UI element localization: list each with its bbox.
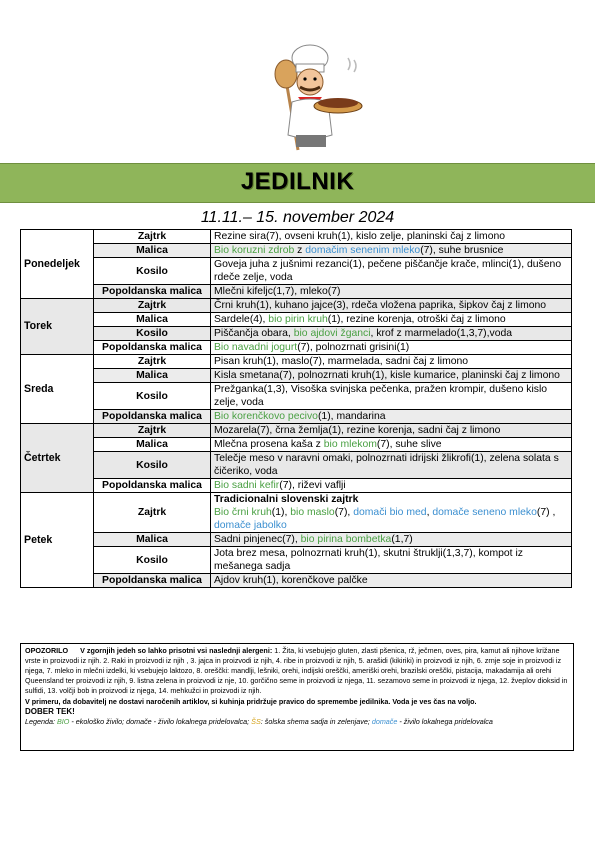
menu-row: [21, 383, 572, 410]
domace-item: domače jabolko: [214, 520, 287, 531]
bio-item: Bio navadni jogurt: [214, 342, 298, 353]
dish-text: [211, 299, 572, 313]
day-name: Petek: [21, 493, 94, 588]
meal-label: Popoldanska malica: [94, 341, 211, 355]
warning-label: OPOZORILO: [25, 646, 69, 655]
dish-segment: Črni kruh(1), kuhano jajce(3), rdeča vložena paprika, šipkov čaj z limono: [214, 300, 547, 311]
meal-label: Kosilo: [94, 383, 211, 410]
menu-table: [20, 229, 572, 588]
dish-segment: ,: [426, 507, 433, 518]
legend: [25, 717, 569, 727]
meal-label: Zajtrk: [94, 299, 211, 313]
bio-item: Bio črni kruh: [214, 507, 272, 518]
dish-text: [211, 383, 572, 410]
menu-row: [21, 410, 572, 424]
bio-item: bio maslo: [290, 507, 335, 518]
dish-segment: (7), suhe slive: [376, 439, 442, 450]
domace-item: domačim senenim mleko: [305, 245, 421, 256]
chef-illustration: [252, 40, 370, 152]
bio-item: bio ajdovi žganci: [293, 328, 371, 339]
dish-text: [211, 327, 572, 341]
notes-box: [20, 643, 574, 751]
menu-row: [21, 533, 572, 547]
bio-item: Bio koruzni zdrob: [214, 245, 295, 256]
meal-label: Zajtrk: [94, 493, 211, 533]
menu-row: [21, 341, 572, 355]
bio-item: bio pirina bombetka: [300, 534, 392, 545]
meal-label: Popoldanska malica: [94, 410, 211, 424]
disclaimer: [25, 697, 569, 707]
meal-label: Popoldanska malica: [94, 285, 211, 299]
dish-text: [211, 547, 572, 574]
dish-text: [211, 410, 572, 424]
dish-text: [211, 230, 572, 244]
dish-segment: Kisla smetana(7), polnozrnati kruh(1), kisle kumarice, planinski čaj z limono: [214, 370, 560, 381]
allergen-note: [25, 646, 569, 696]
dish-segment: (7), suhe brusnice: [420, 245, 504, 256]
domace-item: domači bio med: [353, 507, 427, 518]
dish-text: [211, 452, 572, 479]
dish-segment: Prežganka(1,3), Visoška svinjska pečenka, pražen krompir, dušeno kislo zelje, voda: [214, 384, 548, 408]
legend-bio: BIO: [56, 717, 70, 726]
disclaimer-text: V primeru, da dobavitelj ne dostavi naročenih artiklov, si kuhinja pridržuje pravico do spremembe jedilnika. Voda je ves čas na voljo.: [25, 697, 477, 706]
dish-segment: (7), polnozrnati grisini(1): [297, 342, 410, 353]
menu-row: [21, 438, 572, 452]
dish-heading: Tradicionalni slovenski zajtrk: [214, 494, 359, 505]
meal-label: Popoldanska malica: [94, 479, 211, 493]
meal-label: Malica: [94, 244, 211, 258]
dish-segment: , krof z marmelado(1,3,7),voda: [370, 328, 513, 339]
date-range: 11.11.– 15. november 2024: [200, 209, 395, 226]
dish-text: [211, 574, 572, 588]
allergen-list: 1. Žita, ki vsebujejo gluten, zlasti pšenica, rž, ječmen, oves, pira, kamut ali njihove križane vrste in proizvodi iz njih. 2. Raki in proizvodi iz njih , 3. jajca in proizvodi iz njih, 4. ribe in proizvodi iz njih, 5. arašidi (kikiriki) in proizvodi iz njih, 6. zrnje soje in proizvodi iz njega, 7. mleko in mlečni izdelki, ki vsebujejo laktozo, 8. oreščki: mandlji, lešniki, orehi, indijski oreščki, ameriški orehi, brazilski oreščki, pistacija, makadamija ali orehi Queensland ter proizvodi iz njih, 9. listna zelena in proizvodi iz nje, 10. gorčično seme in proizvodi iz njega, 11. sezamovo seme in proizvodi iz njega, 12. žveplov dioksid in sulfidi, 13. volčji bob in proizvodi iz njega, 14. mehkužci in proizvodi iz njih.: [25, 646, 568, 695]
menu-row: [21, 258, 572, 285]
legend-bio-text: - ekološko živilo; domače - živilo lokalnega pridelovalca;: [69, 717, 252, 726]
menu-row: [21, 424, 572, 438]
meal-label: Zajtrk: [94, 230, 211, 244]
domace-item: domače seneno mleko: [432, 507, 537, 518]
dish-segment: (1), mandarina: [317, 411, 386, 422]
dish-text: [211, 244, 572, 258]
dish-text: [211, 285, 572, 299]
dish-segment: Telečje meso v naravni omaki, polnozrnati idrijski žlikrofi(1), zelena solata s čičeriko, voda: [214, 453, 559, 477]
menu-row: [21, 355, 572, 369]
dish-segment: Sardele(4),: [214, 314, 269, 325]
chef-icon: [275, 45, 362, 150]
meal-label: Malica: [94, 438, 211, 452]
title-banner: [0, 163, 595, 203]
meal-label: Kosilo: [94, 547, 211, 574]
legend-label: Legenda:: [25, 717, 55, 726]
dish-text: [211, 493, 572, 533]
dish-segment: Mlečni kifeljc(1,7), mleko(7): [214, 286, 341, 297]
menu-row: [21, 285, 572, 299]
dish-segment: Mozarela(7), črna žemlja(1), rezine korenja, sadni čaj z limono: [214, 425, 501, 436]
menu-row: [21, 452, 572, 479]
meal-label: Popoldanska malica: [94, 574, 211, 588]
dish-segment: z: [294, 245, 306, 256]
meal-label: Malica: [94, 533, 211, 547]
menu-row: [21, 299, 572, 313]
meal-label: Zajtrk: [94, 424, 211, 438]
legend-ss-text: : šolska shema sadja in zelenjave;: [260, 717, 372, 726]
meal-label: Malica: [94, 313, 211, 327]
dish-text: [211, 341, 572, 355]
dish-text: [211, 355, 572, 369]
meal-label: Kosilo: [94, 258, 211, 285]
legend-domace-text: - živilo lokalnega pridelovalca: [397, 717, 493, 726]
menu-row: [21, 244, 572, 258]
meal-label: Kosilo: [94, 327, 211, 341]
meal-label: Kosilo: [94, 452, 211, 479]
dish-segment: (7) ,: [536, 507, 556, 518]
dish-text: [211, 258, 572, 285]
menu-row: [21, 230, 572, 244]
dish-text: [211, 369, 572, 383]
bio-item: Bio sadni kefir: [214, 480, 280, 491]
dish-segment: (1,7): [391, 534, 413, 545]
menu-row: [21, 327, 572, 341]
menu-row: [21, 313, 572, 327]
dish-text: [211, 479, 572, 493]
meal-label: Zajtrk: [94, 355, 211, 369]
dish-segment: (1),: [271, 507, 291, 518]
day-name: Torek: [21, 299, 94, 355]
dish-segment: Rezine sira(7), ovseni kruh(1), kislo zelje, planinski čaj z limono: [214, 231, 506, 242]
dish-segment: Goveja juha z jušnimi rezanci(1), pečene piščančje krače, mlinci(1), dušeno rdeče zelje, voda: [214, 259, 562, 283]
dish-segment: Jota brez mesa, polnozrnati kruh(1), skutni štruklji(1,3,7), kompot iz mešanega sadja: [214, 548, 523, 572]
meal-label: Malica: [94, 369, 211, 383]
dish-segment: (7),: [334, 507, 354, 518]
dish-segment: Piščančja obara,: [214, 328, 294, 339]
warning-text: V zgornjih jedeh so lahko prisotni vsi naslednji alergeni:: [80, 646, 275, 655]
dish-text: [211, 533, 572, 547]
dish-text: [211, 313, 572, 327]
dish-segment: Mlečna prosena kaša z: [214, 439, 324, 450]
dish-segment: (7), riževi vaflji: [279, 480, 346, 491]
day-name: Ponedeljek: [21, 230, 94, 299]
day-name: Sreda: [21, 355, 94, 424]
bio-item: bio mlekom: [323, 439, 377, 450]
menu-row: [21, 493, 572, 533]
dish-text: [211, 424, 572, 438]
dish-segment: (1), rezine korenja, otroški čaj z limono: [327, 314, 506, 325]
menu-row: [21, 547, 572, 574]
page-title: JEDILNIK: [240, 168, 355, 195]
bio-item: Bio korenčkovo pecivo: [214, 411, 318, 422]
dish-segment: Ajdov kruh(1), korenčkove palčke: [214, 575, 368, 586]
menu-row: [21, 369, 572, 383]
legend-ss: ŠS: [251, 717, 261, 726]
menu-row: [21, 479, 572, 493]
day-name: Četrtek: [21, 424, 94, 493]
closing: DOBER TEK!: [25, 707, 75, 716]
dish-segment: Sadni pinjenec(7),: [214, 534, 301, 545]
dish-text: [211, 438, 572, 452]
menu-row: [21, 574, 572, 588]
legend-domace: domače: [371, 717, 398, 726]
bio-item: bio pirin kruh: [268, 314, 328, 325]
dish-segment: Pisan kruh(1), maslo(7), marmelada, sadni čaj z limono: [214, 356, 469, 367]
